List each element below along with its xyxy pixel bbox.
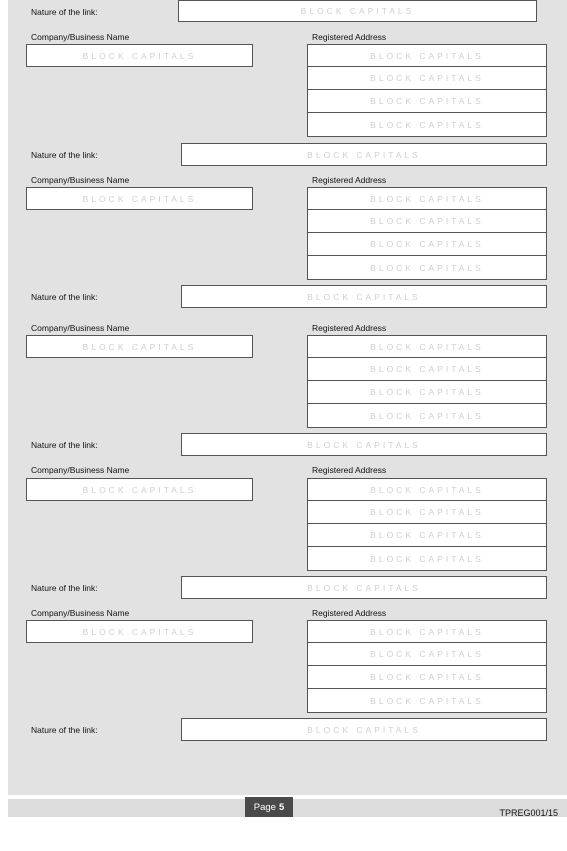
nature-of-link-label: Nature of the link: — [31, 292, 98, 302]
address-line-2-field[interactable]: BLOCK CAPITALS — [307, 358, 547, 381]
nature-of-link-label: Nature of the link: — [31, 725, 98, 735]
company-name-label: Company/Business Name — [31, 608, 130, 618]
registered-address-label: Registered Address — [312, 32, 387, 42]
form-panel — [8, 0, 567, 795]
address-line-1-field[interactable]: BLOCK CAPITALS — [307, 620, 547, 643]
nature-of-link-field[interactable]: BLOCK CAPITALS — [181, 285, 547, 308]
nature-of-link-field[interactable]: BLOCK CAPITALS — [181, 433, 547, 456]
company-name-field[interactable]: BLOCK CAPITALS — [26, 620, 253, 643]
nature-of-link-label: Nature of the link: — [31, 7, 98, 17]
nature-of-link-label: Nature of the link: — [31, 583, 98, 593]
address-line-3-field[interactable]: BLOCK CAPITALS — [307, 524, 547, 547]
address-line-2-field[interactable]: BLOCK CAPITALS — [307, 67, 547, 90]
company-name-label: Company/Business Name — [31, 32, 130, 42]
address-line-1-field[interactable]: BLOCK CAPITALS — [307, 187, 547, 210]
registered-address-label: Registered Address — [312, 323, 387, 333]
company-name-label: Company/Business Name — [31, 465, 130, 475]
nature-of-link-field[interactable]: BLOCK CAPITALS — [181, 718, 547, 741]
registered-address-label: Registered Address — [312, 465, 387, 475]
page-number: 5 — [278, 801, 285, 813]
form-reference-code: TPREG001/15 — [499, 808, 558, 818]
nature-of-link-label: Nature of the link: — [31, 150, 98, 160]
registered-address-label: Registered Address — [312, 175, 387, 185]
company-name-label: Company/Business Name — [31, 175, 130, 185]
address-line-2-field[interactable]: BLOCK CAPITALS — [307, 210, 547, 233]
address-line-3-field[interactable]: BLOCK CAPITALS — [307, 233, 547, 256]
page-indicator — [245, 797, 293, 817]
address-line-3-field[interactable]: BLOCK CAPITALS — [307, 666, 547, 689]
nature-of-link-field[interactable]: BLOCK CAPITALS — [178, 0, 537, 22]
company-name-label: Company/Business Name — [31, 323, 130, 333]
company-name-field[interactable]: BLOCK CAPITALS — [26, 44, 253, 67]
company-name-field[interactable]: BLOCK CAPITALS — [26, 335, 253, 358]
page-word: Page — [253, 801, 276, 813]
address-line-2-field[interactable]: BLOCK CAPITALS — [307, 501, 547, 524]
address-line-4-field[interactable]: BLOCK CAPITALS — [307, 404, 547, 428]
address-line-2-field[interactable]: BLOCK CAPITALS — [307, 643, 547, 666]
registered-address-label: Registered Address — [312, 608, 387, 618]
address-line-1-field[interactable]: BLOCK CAPITALS — [307, 335, 547, 358]
address-line-4-field[interactable]: BLOCK CAPITALS — [307, 113, 547, 137]
address-line-3-field[interactable]: BLOCK CAPITALS — [307, 381, 547, 404]
address-line-4-field[interactable]: BLOCK CAPITALS — [307, 547, 547, 571]
address-line-4-field[interactable]: BLOCK CAPITALS — [307, 689, 547, 713]
address-line-4-field[interactable]: BLOCK CAPITALS — [307, 256, 547, 280]
company-name-field[interactable]: BLOCK CAPITALS — [26, 478, 253, 501]
address-line-1-field[interactable]: BLOCK CAPITALS — [307, 478, 547, 501]
company-name-field[interactable]: BLOCK CAPITALS — [26, 187, 253, 210]
address-line-3-field[interactable]: BLOCK CAPITALS — [307, 90, 547, 113]
nature-of-link-field[interactable]: BLOCK CAPITALS — [181, 576, 547, 599]
address-line-1-field[interactable]: BLOCK CAPITALS — [307, 44, 547, 67]
nature-of-link-label: Nature of the link: — [31, 440, 98, 450]
nature-of-link-field[interactable]: BLOCK CAPITALS — [181, 143, 547, 166]
